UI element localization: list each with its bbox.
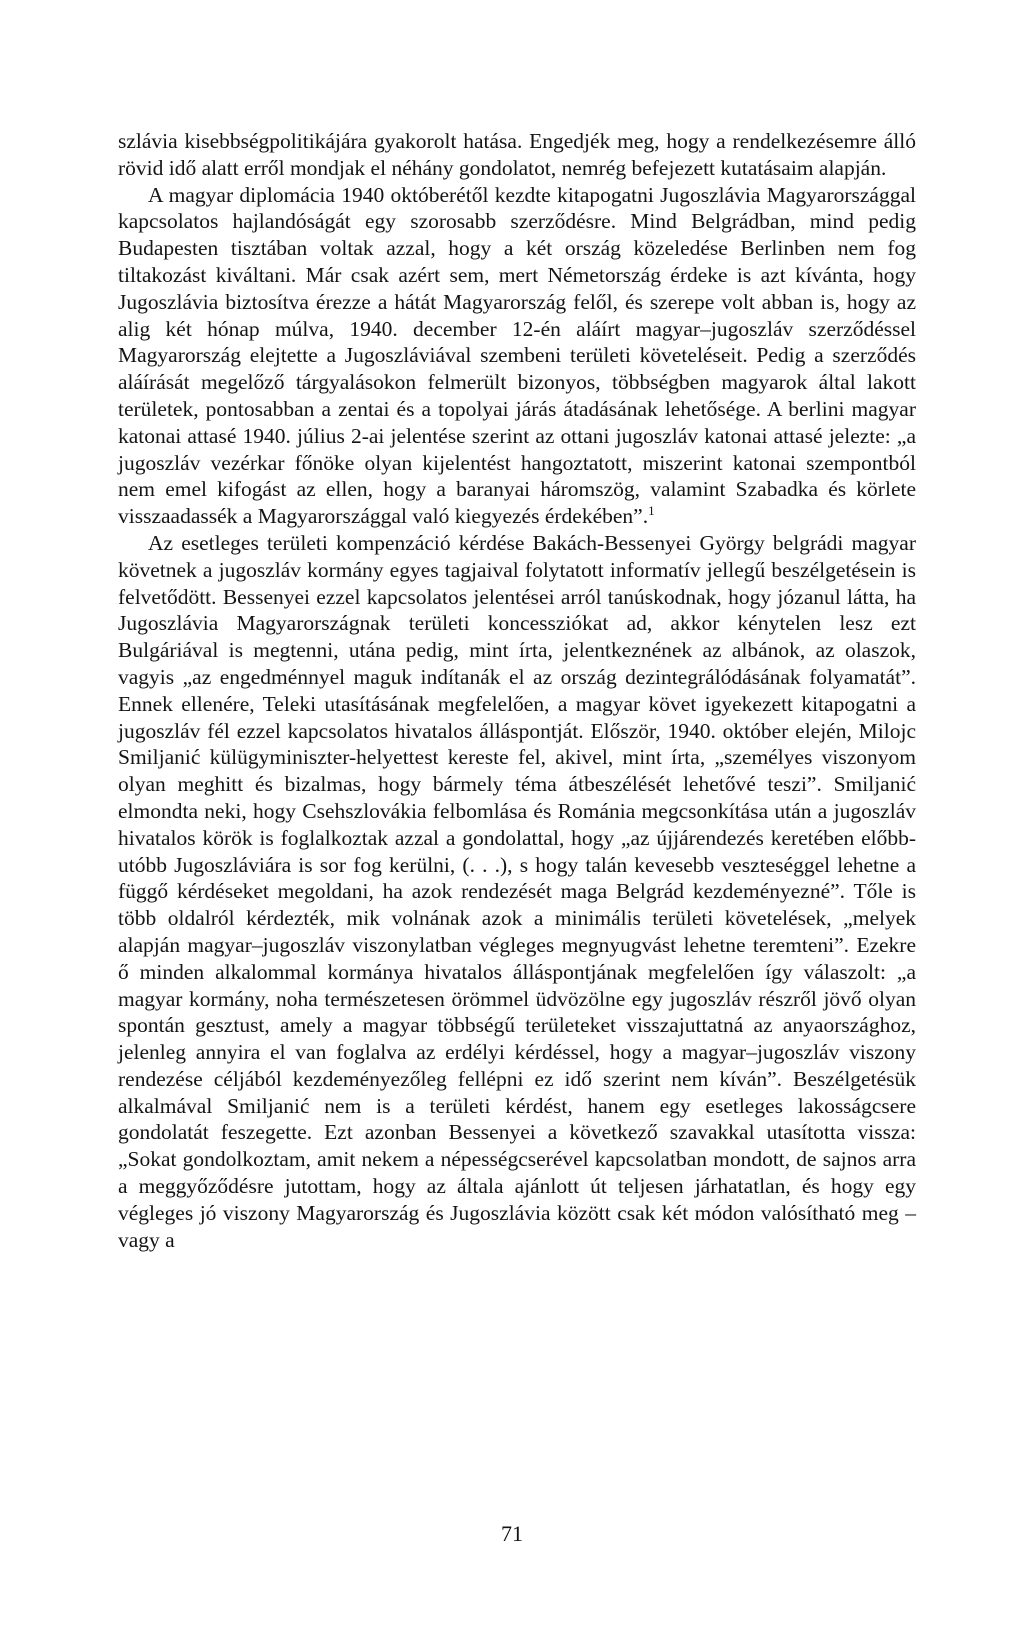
paragraph-3 xyxy=(118,530,916,1254)
paragraph-1 xyxy=(118,128,916,182)
paragraph-2-text: A magyar diplomácia 1940 októberétől kezdte kitapogatni Jugoszlávia Magyarországgal kapcsolatos hajlandóságát egy szorosabb szerződésre. Mind Belgrádban, mind pedig Budapesten tisztában voltak azzal, hogy a két ország közeledése Berlinben nem fog tiltakozást kiváltani. Már csak azért sem, mert Németország érdeke is azt kívánta, hogy Jugoszlávia biztosítva érezze a hátát Magyarország felől, és szerepe volt abban is, hogy az alig két hónap múlva, 1940. december 12-én aláírt magyar–jugoszláv szerződéssel Magyarország elejtette a Jugoszláviával szembeni területi követeléseit. Pedig a szerződés aláírását megelőző tárgyalásokon felmerült bizonyos, többségben magyarok által lakott területek, pontosabban a zentai és a topolyai járás átadásának lehetősége. A berlini magyar katonai attasé 1940. július 2-ai jelentése szerint az ottani jugoszláv katonai attasé jelezte: „a jugoszláv vezérkar főnöke olyan kijelentést hangoztatott, miszerint katonai szempontból nem emel kifogást az ellen, hogy a baranyai háromszög, valamint Szabadka és körlete visszaadassék a Magyarországgal való kiegyezés érdekében”. xyxy=(118,182,916,529)
footnote-marker: 1 xyxy=(648,503,655,518)
paragraph-1-text: szlávia kisebbségpolitikájára gyakorolt hatása. Engedjék meg, hogy a rendelkezésemre álló rövid idő alatt erről mondjak el néhány gondolatot, nemrég befejezett kutatásaim alapján. xyxy=(118,129,916,180)
paragraph-3-text: Az esetleges területi kompenzáció kérdése Bakách-Bessenyei György belgrádi magyar követnek a jugoszláv kormány egyes tagjaival folytatott informatív jellegű beszélgetésein is felvetődött. Bessenyei ezzel kapcsolatos jelentései arról tanúskodnak, hogy józanul látta, ha Jugoszlávia Magyarországnak területi koncessziókat ad, akkor kénytelen lesz ezt Bulgáriával is megtenni, utána pedig, mint írta, jelentkeznének az albánok, az olaszok, vagyis „az engedménnyel maguk indítanák el az ország dezintegrálódásának folyamatát”. Ennek ellenére, Teleki utasításának megfelelően, a magyar követ igyekezett kitapogatni a jugoszláv fél ezzel kapcsolatos hivatalos álláspontját. Először, 1940. október elején, Milojc Smiljanić külügyminiszter-helyettest kereste fel, akivel, mint írta, „személyes viszonyom olyan meghitt és bizalmas, hogy bármely téma átbeszélését lehetővé teszi”. Smiljanić elmondta neki, hogy Csehszlovákia felbomlása és Románia megcsonkítása után a jugoszláv hivatalos körök is foglalkoztak azzal a gondolattal, hogy „az újjárendezés keretében előbb-utóbb Jugoszláviára is sor fog kerülni, (. . .), s hogy talán kevesebb veszteséggel lehetne a függő kérdéseket megoldani, ha azok rendezését maga Belgrád kezdeményezné”. Tőle is több oldalról kérdezték, mik volnának azok a minimális területi követelések, „melyek alapján magyar–jugoszláv viszonylatban végleges megnyugvást lehetne teremteni”. Ezekre ő minden alkalommal kormánya hivatalos álláspontjának megfelelően így válaszolt: „a magyar kormány, noha természetesen örömmel üdvözölne egy jugoszláv részről jövő olyan spontán gesztust, amely a magyar többségű területeket visszajuttatná az anyaországhoz, jelenleg annyira el van foglalva az erdélyi kérdéssel, hogy a magyar–jugoszláv viszony rendezése céljából kezdeményezőleg fellépni ez idő szerint nem kíván”. Beszélgetésük alkalmával Smiljanić nem is a területi kérdést, hanem egy esetleges lakosságcsere gondolatát feszegette. Ezt azonban Bessenyei a következő szavakkal utasította vissza: „Sokat gondolkoztam, amit nekem a népességcserével kapcsolatban mondott, de sajnos arra a meggyőződésre jutottam, hogy az általa ajánlott út teljesen járhatatlan, és hogy egy végleges jó viszony Magyarország és Jugoszlávia között csak két módon valósítható meg – vagy a xyxy=(118,530,916,1252)
page-number: 71 xyxy=(501,1521,523,1546)
paragraph-2 xyxy=(118,182,916,530)
page-body xyxy=(118,128,916,1253)
